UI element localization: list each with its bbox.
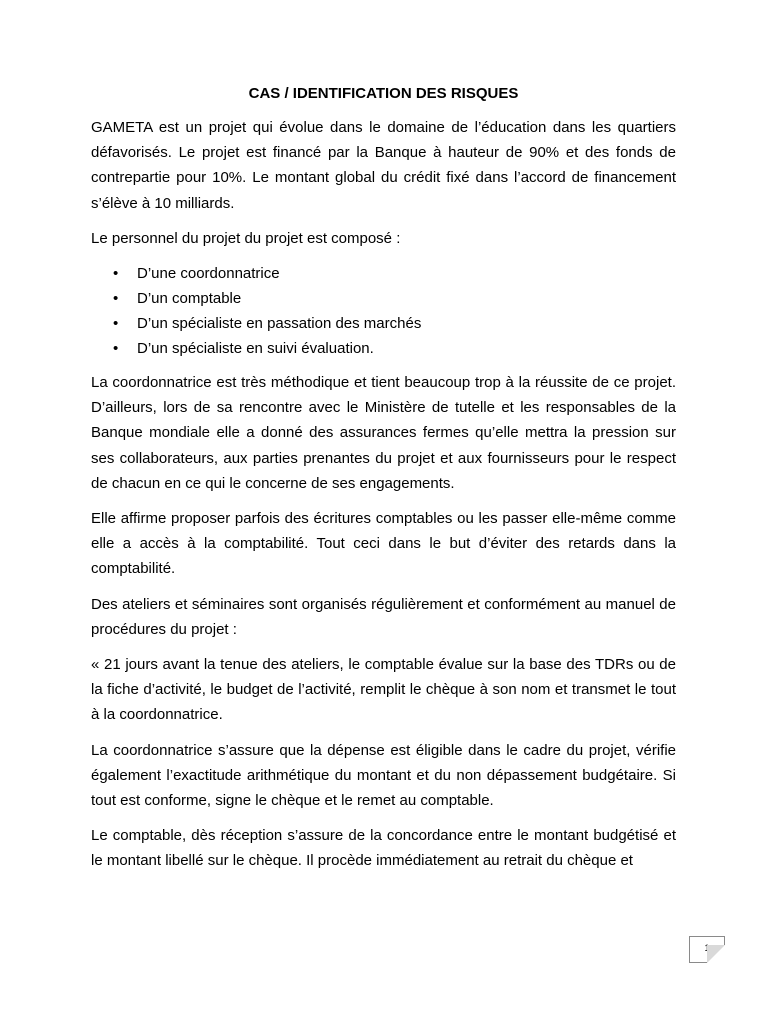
list-item: [113, 336, 676, 361]
document-title: CAS / IDENTIFICATION DES RISQUES: [248, 85, 519, 102]
body-paragraph: Le comptable, dès réception s’assure de la concordance entre le montant budgétisé et le montant libellé sur le chèque. Il procède immédiatement au retrait du chèque et: [91, 827, 676, 870]
bullet-icon: •: [113, 340, 119, 358]
page-curl-icon: [707, 945, 725, 963]
list-item: [113, 286, 676, 311]
bullet-icon: •: [113, 315, 119, 333]
body-paragraph: Elle affirme proposer parfois des écritures comptables ou les passer elle-même comme elle a accès à la comptabilité. Tout ceci dans le but d’éviter des retards dans la comptabilité.: [91, 510, 676, 578]
page-number-badge: [689, 936, 725, 963]
staff-intro-paragraph: Le personnel du projet du projet est composé :: [91, 229, 401, 247]
page-number: 1: [704, 943, 710, 953]
intro-paragraph: GAMETA est un projet qui évolue dans le domaine de l’éducation dans les quartiers défavorisés. Le projet est financé par la Banque à hauteur de 90% et des fonds de contrepartie pour 10%. Le montant global du crédit fixé dans l’accord de financement s’élève à 10 milliards.: [91, 119, 676, 212]
list-item-text: D’un spécialiste en passation des marchés: [137, 315, 422, 333]
bullet-icon: •: [113, 265, 119, 283]
body-paragraph: « 21 jours avant la tenue des ateliers, le comptable évalue sur la base des TDRs ou de la fiche d’activité, le budget de l’activité, remplit le chèque à son nom et transmet le tout à la coordonnatrice.: [91, 656, 676, 724]
staff-list: [91, 261, 676, 361]
bullet-icon: •: [113, 290, 119, 308]
document-page: [91, 84, 676, 884]
list-item-text: D’une coordonnatrice: [137, 265, 280, 283]
body-paragraph: La coordonnatrice est très méthodique et tient beaucoup trop à la réussite de ce projet. D’ailleurs, lors de sa rencontre avec le Ministère de tutelle et les responsables de la Banque mondiale elle a donné des assurances fermes qu’elle mettra la pression sur ses collaborateurs, aux parties prenantes du projet et aux fournisseurs pour le respect de chacun en ce qui le concerne de ses engagements.: [91, 374, 676, 492]
list-item-text: D’un comptable: [137, 290, 242, 308]
list-item: [113, 311, 676, 336]
body-paragraph: La coordonnatrice s’assure que la dépense est éligible dans le cadre du projet, vérifie également l’exactitude arithmétique du montant et du non dépassement budgétaire. Si tout est conforme, signe le chèque et le remet au comptable.: [91, 741, 676, 810]
body-paragraph: Des ateliers et séminaires sont organisés régulièrement et conformément au manuel de procédures du projet :: [91, 595, 676, 638]
list-item-text: D’un spécialiste en suivi évaluation.: [137, 340, 374, 358]
list-item: [113, 261, 676, 286]
